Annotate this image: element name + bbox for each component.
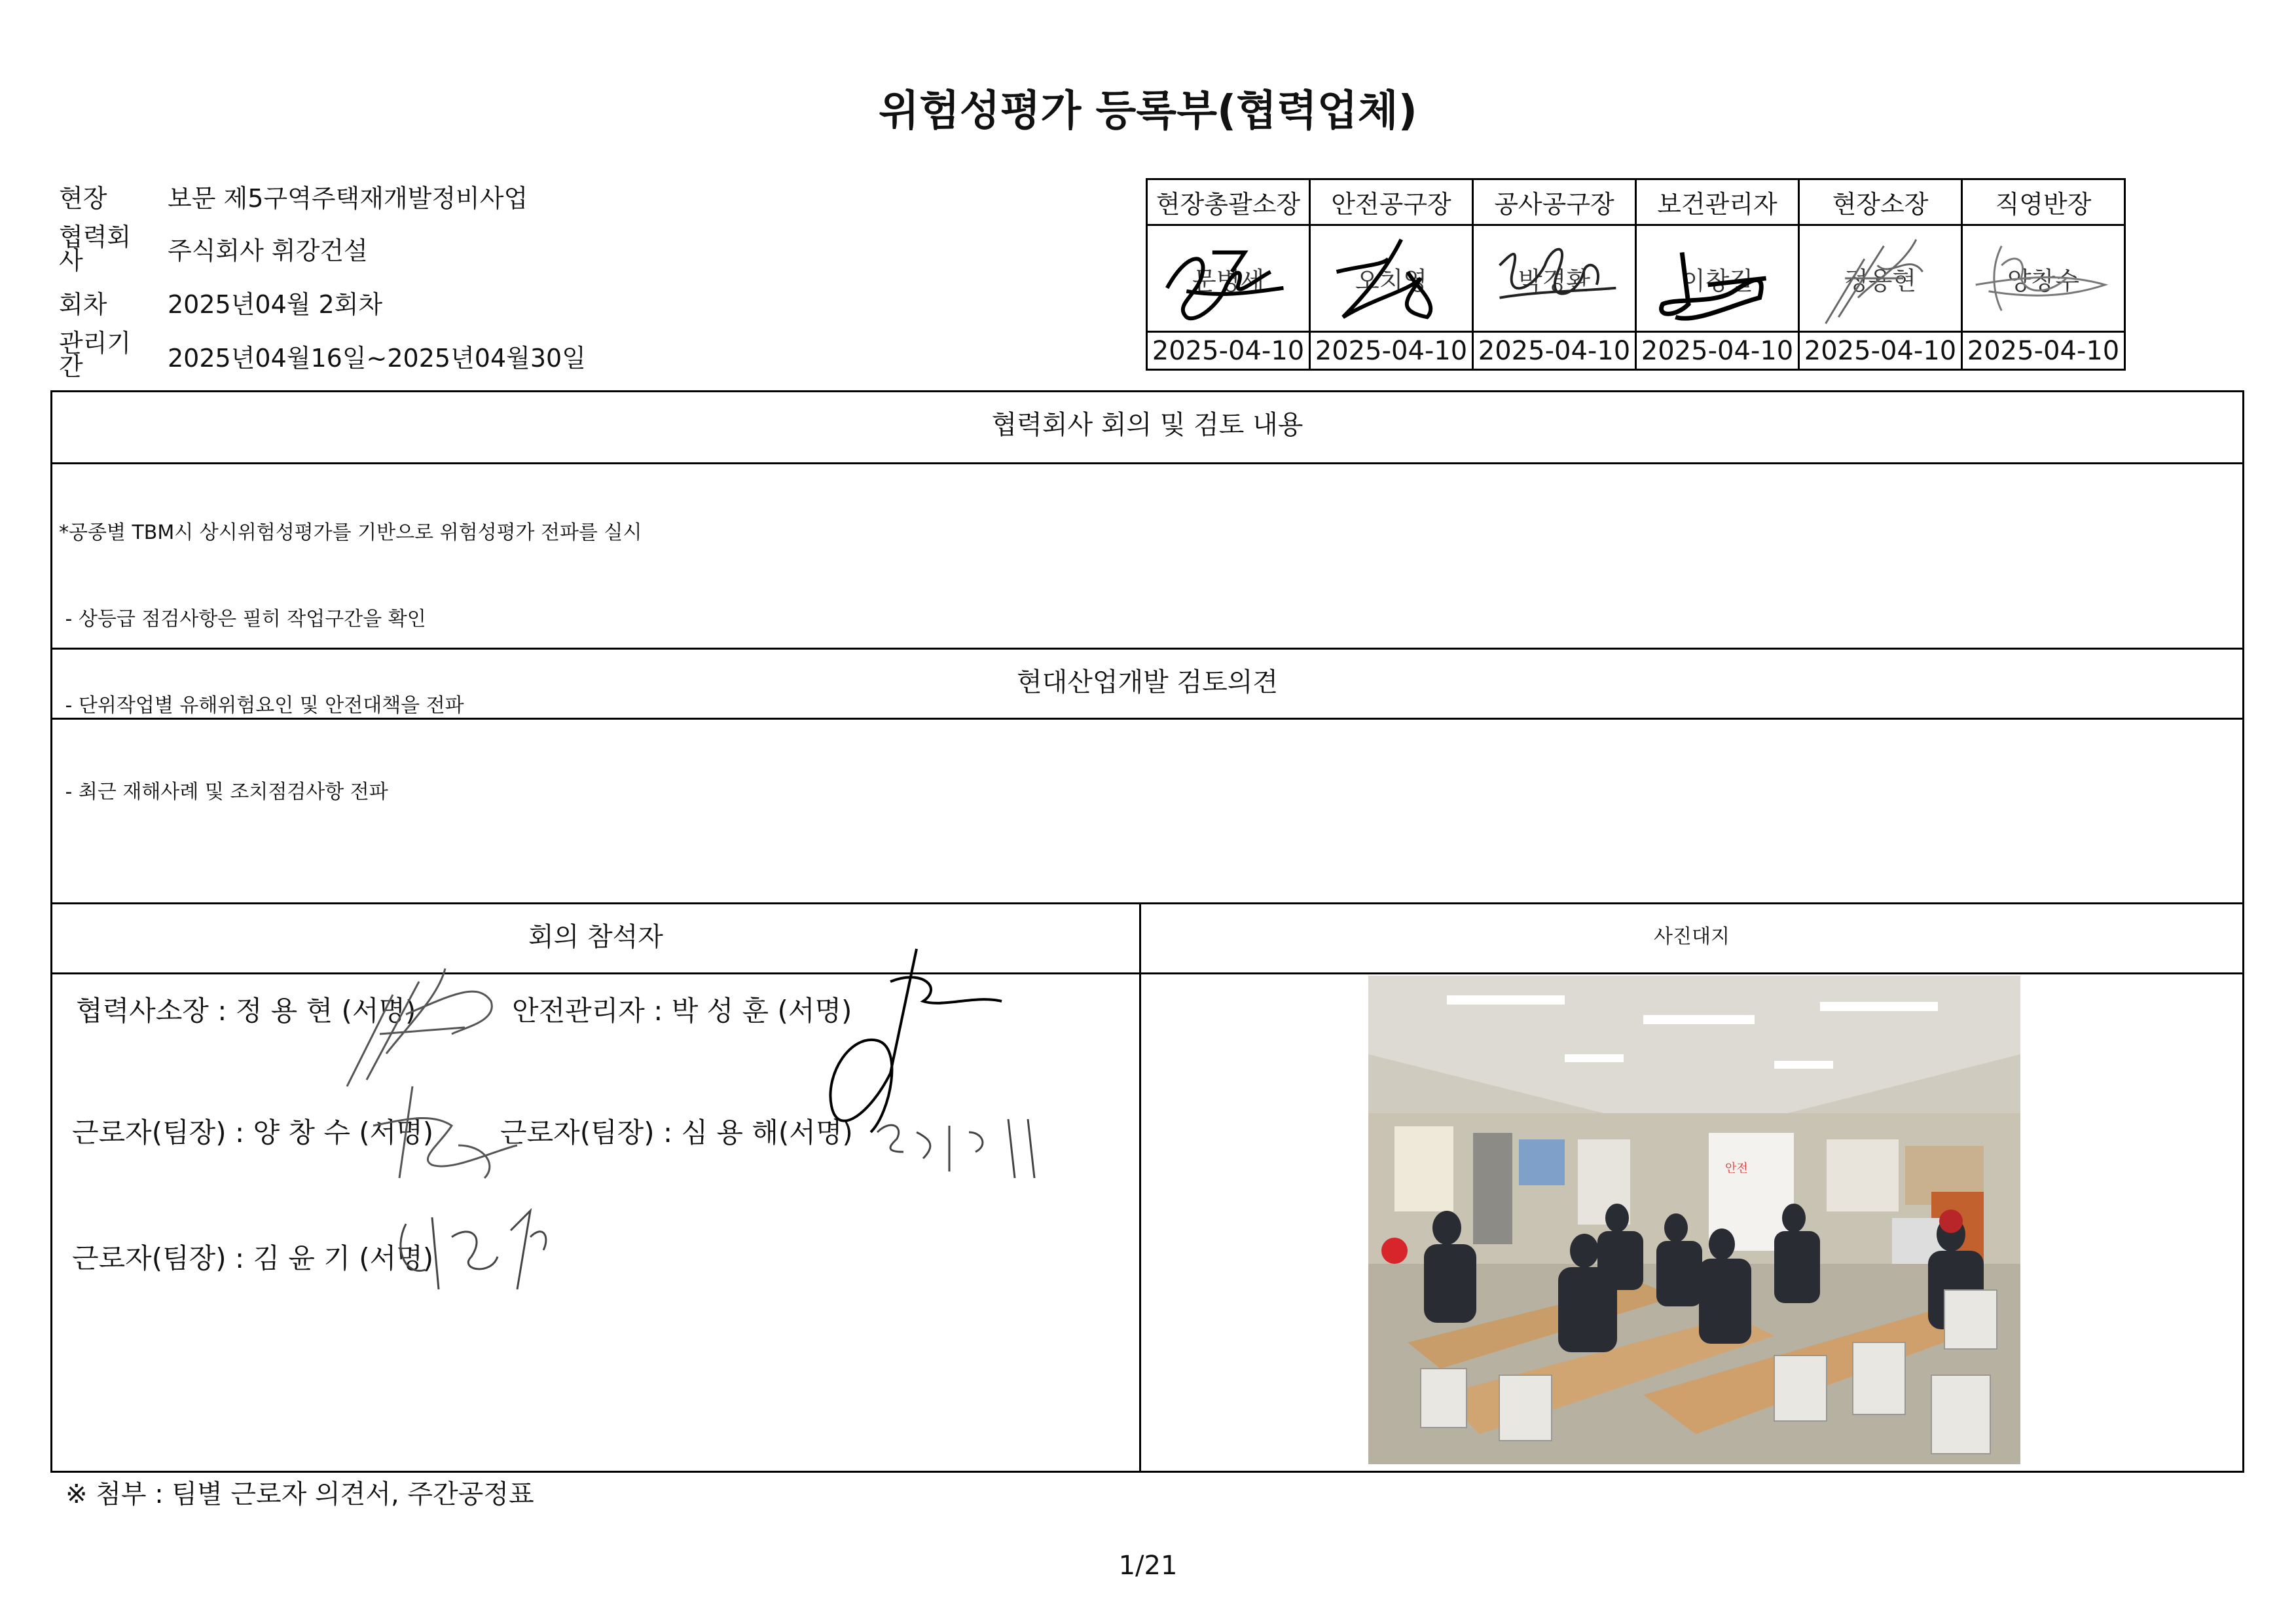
attendees-section-title: 회의 참석자 bbox=[528, 922, 663, 952]
page-number: 1/21 bbox=[1118, 1551, 1178, 1581]
signature-mark bbox=[1474, 226, 1635, 331]
review-section-title: 현대산업개발 검토의견 bbox=[1016, 667, 1279, 697]
info-value-period: 2025년04월16일~2025년04월30일 bbox=[168, 344, 586, 373]
meeting-line: - 단위작업별 유해위험요인 및 안전대책을 전파 bbox=[59, 694, 464, 717]
signature-mark bbox=[1148, 226, 1309, 331]
meeting-line: - 상등급 점검사항은 필히 작업구간을 확인 bbox=[59, 608, 426, 631]
approval-date: 2025-04-10 bbox=[1799, 332, 1962, 370]
info-value-partner: 주식회사 휘강건설 bbox=[168, 236, 368, 265]
signature-mark bbox=[1311, 226, 1472, 331]
approval-date: 2025-04-10 bbox=[1310, 332, 1473, 370]
approval-role: 현장소장 bbox=[1799, 179, 1962, 225]
attendee-safety-manager: 안전관리자 : 박 성 훈 (서명) bbox=[512, 995, 852, 1027]
approval-date: 2025-04-10 bbox=[1962, 332, 2125, 370]
approval-role: 보건관리자 bbox=[1636, 179, 1799, 225]
signature-cell bbox=[1799, 225, 1962, 332]
signature-mark bbox=[1963, 226, 2124, 331]
meeting-line: *공종별 TBM시 상시위험성평가를 기반으로 위험성평가 전파를 실시 bbox=[59, 521, 642, 544]
svg-text:안전: 안전 bbox=[1725, 1162, 1748, 1175]
signature-cell bbox=[1636, 225, 1799, 332]
attendee-site-manager: 협력사소장 : 정 용 현 (서명) bbox=[76, 995, 416, 1027]
meeting-line: - 최근 재해사례 및 조치점검사항 전파 bbox=[59, 781, 388, 803]
signature-cell bbox=[1473, 225, 1636, 332]
approval-date: 2025-04-10 bbox=[1147, 332, 1310, 370]
approval-table bbox=[1146, 178, 2126, 371]
signature-mark bbox=[1637, 226, 1798, 331]
signature-mark bbox=[1800, 226, 1961, 331]
attachment-note: ※ 첨부 : 팀별 근로자 의견서, 주간공정표 bbox=[65, 1479, 534, 1509]
info-label-round: 회차 bbox=[59, 290, 107, 319]
info-value-round: 2025년04월 2회차 bbox=[168, 290, 383, 319]
signature-cell bbox=[1147, 225, 1310, 332]
signer-name: 문병세 bbox=[1192, 266, 1265, 295]
info-value-site: 보문 제5구역주택재개발정비사업 bbox=[168, 184, 528, 213]
attendee-team-leader: 근로자(팀장) : 심 용 해(서명) bbox=[500, 1116, 853, 1149]
approval-role: 직영반장 bbox=[1962, 179, 2125, 225]
meeting-photo-image bbox=[1368, 976, 2020, 1464]
signer-name: 정용현 bbox=[1844, 266, 1917, 295]
signer-name: 오치영 bbox=[1355, 266, 1428, 295]
meeting-photo bbox=[1368, 976, 2020, 1464]
approval-date: 2025-04-10 bbox=[1636, 332, 1799, 370]
approval-role: 현장총괄소장 bbox=[1147, 179, 1310, 225]
info-label-site: 현장 bbox=[59, 184, 107, 213]
signer-name: 이창길 bbox=[1681, 266, 1754, 295]
divider bbox=[52, 718, 2242, 720]
page-title: 위험성평가 등록부(협력업체) bbox=[879, 87, 1417, 136]
divider-vertical bbox=[1139, 902, 1141, 1471]
meeting-section-title: 협력회사 회의 및 검토 내용 bbox=[991, 410, 1303, 440]
info-label-partner: 협력회 사 bbox=[59, 223, 132, 275]
info-label-period: 관리기 간 bbox=[59, 329, 132, 381]
signature-cell bbox=[1962, 225, 2125, 332]
signer-name: 박경환 bbox=[1518, 266, 1591, 295]
approval-role: 안전공구장 bbox=[1310, 179, 1473, 225]
attendee-signature bbox=[380, 1198, 563, 1302]
signature-cell bbox=[1310, 225, 1473, 332]
approval-role: 공사공구장 bbox=[1473, 179, 1636, 225]
attendee-signature bbox=[864, 1106, 1061, 1185]
attendee-signature bbox=[360, 1073, 570, 1191]
attendee-team-leader: 근로자(팀장) : 김 윤 기 (서명) bbox=[72, 1242, 434, 1274]
attendee-team-leader: 근로자(팀장) : 양 창 수 (서명) bbox=[72, 1116, 434, 1149]
approval-date: 2025-04-10 bbox=[1473, 332, 1636, 370]
photo-section-title: 사진대지 bbox=[1654, 925, 1730, 948]
signer-name: 양창수 bbox=[2007, 266, 2080, 295]
